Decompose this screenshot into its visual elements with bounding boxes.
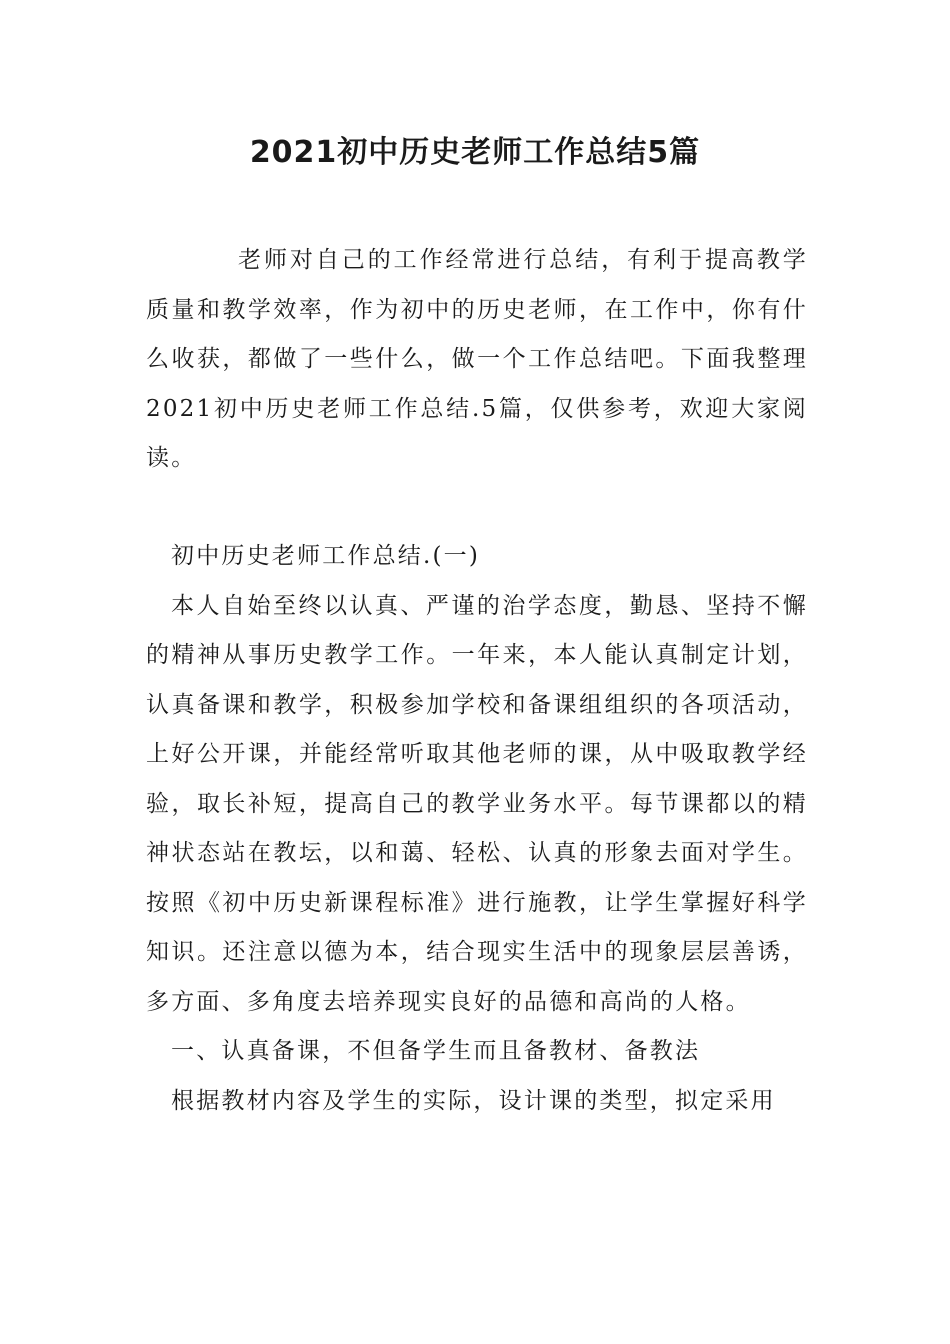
intro-paragraph: 老师对自己的工作经常进行总结，有利于提高教学质量和教学效率，作为初中的历史老师，在工作中，你有什么收获，都做了一些什么，做一个工作总结吧。下面我整理2021初中历史老师工作总结.5篇，仅供参考，欢迎大家阅读。: [146, 247, 808, 471]
subsection-heading: 一、认真备课，不但备学生而且备教材、备教法: [171, 1038, 701, 1064]
body-paragraph: 根据教材内容及学生的实际，设计课的类型，拟定采用: [171, 1087, 776, 1114]
document-title: 2021初中历史老师工作总结5篇: [249, 135, 701, 170]
section-1: [146, 532, 808, 1126]
section-heading: 初中历史老师工作总结.(一): [171, 543, 481, 569]
body-paragraph: 本人自始至终以认真、严谨的治学态度，勤恳、坚持不懈的精神从事历史教学工作。一年来，本人能认真制定计划，认真备课和教学，积极参加学校和备课组组织的各项活动，上好公开课，并能经常听取其他老师的课，从中吸取教学经验，取长补短，提高自己的教学业务水平。每节课都以的精神状态站在教坛，以和蔼、轻松、认真的形象去面对学生。按照《初中历史新课程标准》进行施教，让学生掌握好科学知识。还注意以德为本，结合现实生活中的现象层层善诱，多方面、多角度去培养现实良好的品德和高尚的人格。: [146, 592, 808, 1015]
